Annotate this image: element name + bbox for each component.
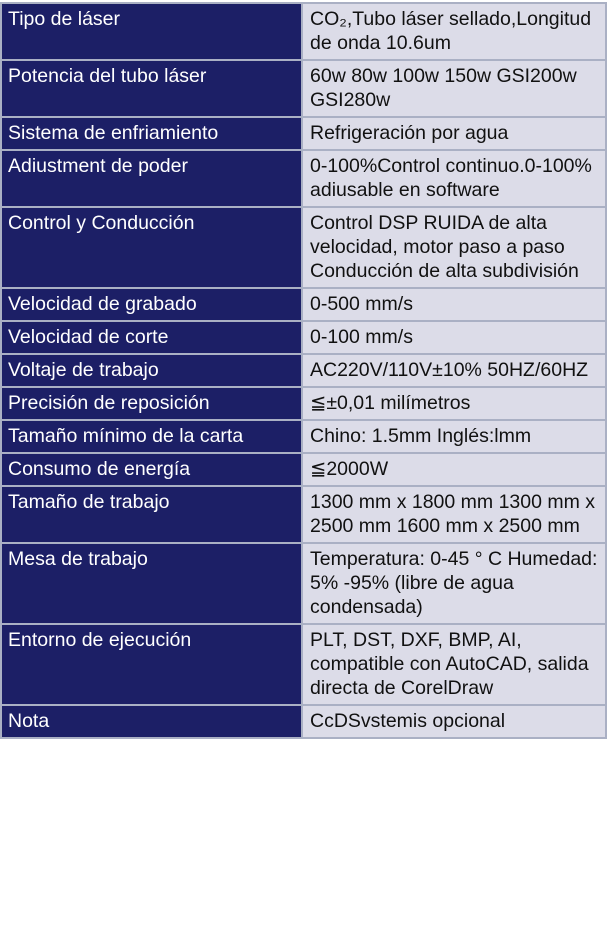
row-label: Tamaño mínimo de la carta [1, 420, 302, 453]
table-row [1, 150, 606, 207]
row-label: Velocidad de grabado [1, 288, 302, 321]
table-row [1, 387, 606, 420]
row-label: Nota [1, 705, 302, 738]
row-value: Control DSP RUIDA de alta velocidad, motor paso a paso Conducción de alta subdivisión [302, 207, 606, 288]
table-row [1, 453, 606, 486]
row-label: Voltaje de trabajo [1, 354, 302, 387]
table-row [1, 288, 606, 321]
row-label: Tamaño de trabajo [1, 486, 302, 543]
row-value: 0-100 mm/s [302, 321, 606, 354]
row-label: Control y Conducción [1, 207, 302, 288]
table-row [1, 3, 606, 60]
table-row [1, 624, 606, 705]
row-value: PLT, DST, DXF, BMP, AI, compatible con AutoCAD, salida directa de CorelDraw [302, 624, 606, 705]
row-value: Temperatura: 0-45 ° C Humedad: 5% -95% (libre de agua condensada) [302, 543, 606, 624]
row-label: Tipo de láser [1, 3, 302, 60]
row-value: AC220V/110V±10% 50HZ/60HZ [302, 354, 606, 387]
row-label: Precisión de reposición [1, 387, 302, 420]
row-label: Potencia del tubo láser [1, 60, 302, 117]
table-row [1, 207, 606, 288]
row-value: ≦±0,01 milímetros [302, 387, 606, 420]
table-row [1, 321, 606, 354]
row-value: 60w 80w 100w 150w GSI200w GSI280w [302, 60, 606, 117]
row-value: CO₂,Tubo láser sellado,Longitud de onda 10.6um [302, 3, 606, 60]
row-value: Refrigeración por agua [302, 117, 606, 150]
spec-table [0, 2, 607, 739]
row-value: 0-100%Control continuo.0-100% adiusable en software [302, 150, 606, 207]
table-row [1, 117, 606, 150]
table-row [1, 354, 606, 387]
row-label: Sistema de enfriamiento [1, 117, 302, 150]
table-row [1, 486, 606, 543]
row-label: Entorno de ejecución [1, 624, 302, 705]
row-label: Mesa de trabajo [1, 543, 302, 624]
row-value: 0-500 mm/s [302, 288, 606, 321]
table-row [1, 60, 606, 117]
row-label: Consumo de energía [1, 453, 302, 486]
row-value: ≦2000W [302, 453, 606, 486]
row-value: CcDSvstemis opcional [302, 705, 606, 738]
table-row [1, 420, 606, 453]
row-value: 1300 mm x 1800 mm 1300 mm x 2500 mm 1600 mm x 2500 mm [302, 486, 606, 543]
table-row [1, 705, 606, 738]
table-row [1, 543, 606, 624]
row-value: Chino: 1.5mm Inglés:lmm [302, 420, 606, 453]
row-label: Adiustment de poder [1, 150, 302, 207]
row-label: Velocidad de corte [1, 321, 302, 354]
